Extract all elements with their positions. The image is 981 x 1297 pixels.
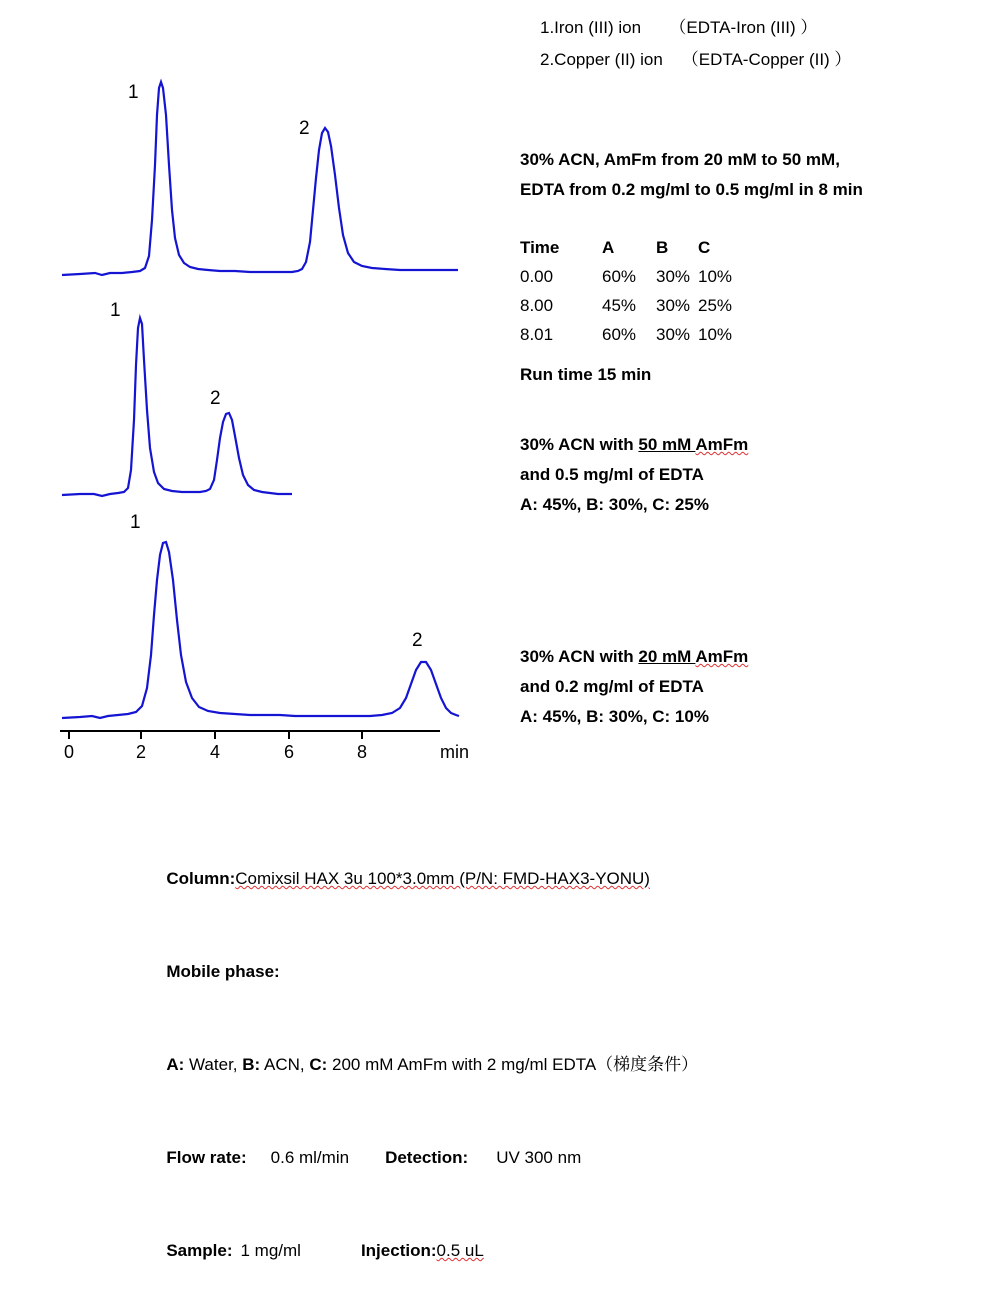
method-mp-b-value: ACN, (260, 1055, 310, 1074)
x-axis-tick-label: 4 (209, 742, 221, 762)
method-column-value: Comixsil HAX 3u 100*3.0mm (P/N: FMD-HAX3-YONU) (235, 869, 650, 888)
chromatogram-panel-middle (40, 300, 460, 500)
condition-middle-line3: A: 45%, B: 30%, C: 25% (520, 495, 709, 514)
cell-c: 25% (698, 296, 733, 315)
condition-middle-line1-pre: 30% ACN with (520, 435, 639, 454)
method-flow-detection-row (138, 1111, 958, 1204)
cell-time: 8.01 (520, 325, 554, 344)
x-axis-tick-label: 8 (356, 742, 368, 762)
condition-bottom-line1-pre: 30% ACN with (520, 647, 639, 666)
cell-c: 10% (698, 267, 733, 286)
cell-time: 0.00 (520, 267, 554, 286)
method-mobile-phase-label: Mobile phase: (166, 962, 280, 981)
run-time-text: Run time 15 min (520, 365, 652, 384)
x-axis-tick-label: 6 (283, 742, 295, 762)
x-axis-tick-label: 2 (135, 742, 147, 762)
cell-a: 60% (602, 267, 637, 286)
method-mp-composition-row (138, 1018, 958, 1111)
method-sample-value: 1 mg/ml (240, 1241, 301, 1260)
cell-a: 45% (602, 296, 637, 315)
method-detection-label: Detection: (385, 1148, 469, 1167)
col-header-a: A (602, 238, 615, 257)
method-injection-label: Injection: (360, 1241, 437, 1260)
gradient-table (520, 238, 738, 354)
table-row (520, 296, 738, 325)
method-mp-b-label: B: (242, 1055, 261, 1074)
condition-bottom-line1-underlined: 20 mM (638, 647, 696, 666)
x-axis-tick (361, 730, 363, 739)
chromatogram-panel-bottom (40, 512, 460, 725)
chromatogram-panel-top (40, 70, 460, 285)
peak-label-bottom-1: 1 (130, 512, 141, 533)
table-row (520, 325, 738, 354)
condition-middle-line2: and 0.5 mg/ml of EDTA (520, 465, 704, 484)
peak-label-middle-1: 1 (110, 300, 121, 321)
col-header-b: B (656, 238, 669, 257)
x-axis-tick (214, 730, 216, 739)
condition-bottom-block (520, 642, 748, 732)
x-axis-tick (288, 730, 290, 739)
chromatogram-trace-middle (40, 300, 460, 500)
x-axis-unit-label: min (440, 742, 470, 762)
peak-label-top-1: 1 (128, 82, 139, 103)
condition-bottom-line1-wavy: AmFm (695, 647, 749, 666)
condition-bottom-line1 (520, 642, 748, 672)
method-injection-value: 0.5 uL (436, 1241, 484, 1260)
condition-bottom-line2: and 0.2 mg/ml of EDTA (520, 677, 704, 696)
condition-middle-line1-wavy: AmFm (695, 435, 749, 454)
chromatogram-trace-bottom (40, 520, 460, 725)
method-column-row (138, 832, 958, 925)
x-axis-tick (68, 730, 70, 739)
gradient-table-element (520, 238, 738, 354)
condition-bottom-line3: A: 45%, B: 30%, C: 10% (520, 707, 709, 726)
method-detection-value: UV 300 nm (496, 1148, 582, 1167)
cell-time: 8.00 (520, 296, 554, 315)
method-column-label: Column: (166, 869, 236, 888)
table-header-row (520, 238, 738, 267)
gradient-note-line2: EDTA from 0.2 mg/ml to 0.5 mg/ml in 8 min (520, 180, 863, 199)
gradient-note-line1 (520, 145, 980, 175)
legend-item-1: 1.Iron (III) ion （EDTA-Iron (III) ） (540, 18, 818, 37)
condition-middle-line1-underlined: 50 mM (638, 435, 696, 454)
cell-a: 60% (602, 325, 637, 344)
cell-b: 30% (656, 267, 691, 286)
cell-b: 30% (656, 325, 691, 344)
col-header-c: C (698, 238, 711, 257)
method-sample-injection-row (138, 1204, 958, 1297)
x-axis-tick (140, 730, 142, 739)
legend-item-2: 2.Copper (II) ion （EDTA-Copper (II) ） (540, 50, 852, 69)
method-mp-c-label: C: (309, 1055, 328, 1074)
chromatogram-trace-top (40, 70, 460, 285)
x-axis-tick-label: 0 (63, 742, 75, 762)
gradient-note-line1-text: 30% ACN, AmFm from 20 mM to 50 mM, (520, 150, 840, 169)
peak-legend (540, 12, 851, 76)
method-mobile-phase-row (138, 925, 958, 1018)
condition-middle-block (520, 430, 748, 520)
cell-b: 30% (656, 296, 691, 315)
chromatogram-area (0, 0, 500, 790)
method-mp-c-value: 200 mM AmFm with 2 mg/ml EDTA（梯度条件） (327, 1055, 699, 1074)
col-header-time: Time (520, 238, 560, 257)
gradient-note (520, 145, 980, 205)
method-flow-label: Flow rate: (166, 1148, 247, 1167)
method-mp-a-label: A: (166, 1055, 185, 1074)
peak-label-bottom-2: 2 (412, 630, 423, 651)
table-row (520, 267, 738, 296)
peak-label-top-2: 2 (299, 118, 310, 139)
cell-c: 10% (698, 325, 733, 344)
method-details (138, 832, 958, 1297)
peak-label-middle-2: 2 (210, 388, 221, 409)
method-sample-label: Sample: (166, 1241, 233, 1260)
method-flow-value: 0.6 ml/min (270, 1148, 350, 1167)
method-mp-a-value: Water, (184, 1055, 243, 1074)
x-axis-line (60, 730, 440, 732)
condition-middle-line1 (520, 430, 748, 460)
